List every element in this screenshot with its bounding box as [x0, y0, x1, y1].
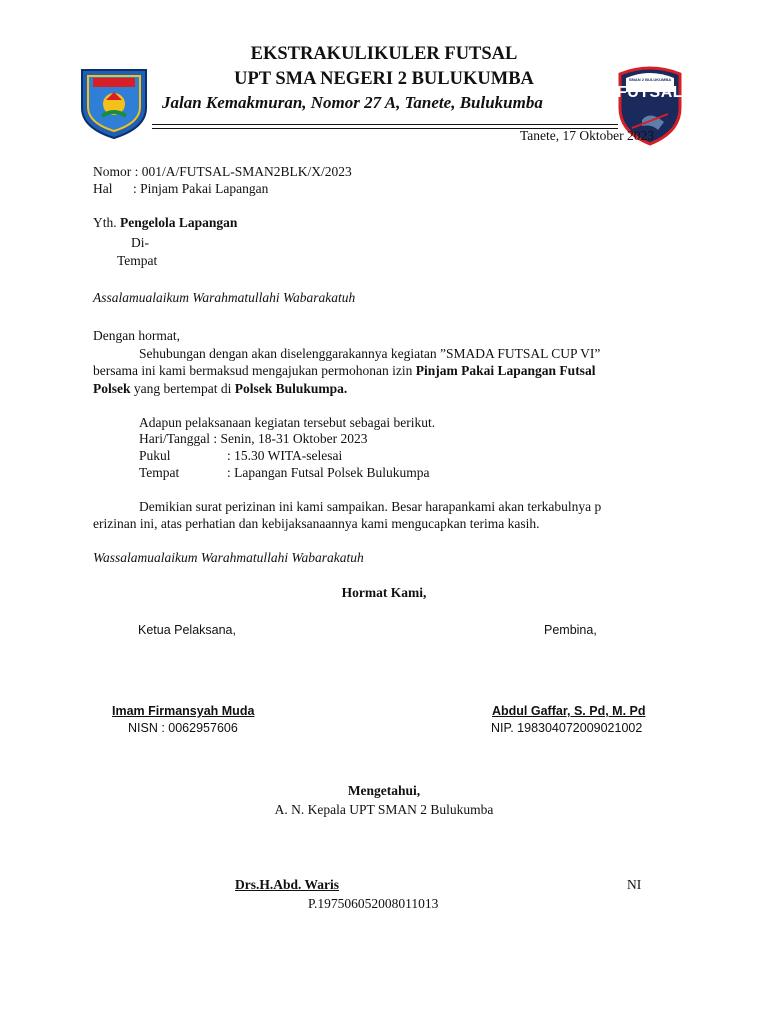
- detail-pukul-value: : 15.30 WITA-selesai: [227, 448, 343, 463]
- futsal-logo-subtext: SMAN 2 BULUKUMBA: [628, 77, 672, 82]
- letter-subject: [93, 181, 268, 197]
- detail-tempat: [139, 465, 429, 481]
- recipient-prefix: Yth.: [93, 215, 120, 230]
- signer-left-name: Imam Firmansyah Muda: [112, 704, 255, 718]
- body-p1-line3-bold-c: Polsek Bulukumpa.: [234, 381, 348, 396]
- body-p3-line1: Demikian surat perizinan ini kami sampaikan. Besar harapankami akan terkabulnya p: [139, 499, 602, 514]
- body-p1-line2-text: bersama ini kami bermaksud mengajukan permohonan izin: [93, 363, 416, 378]
- bottom-signer-name: Drs.H.Abd. Waris: [235, 877, 340, 892]
- closing-greeting: Wassalamualaikum Warahmatullahi Wabarakatuh: [93, 550, 364, 565]
- mengetahui: Mengetahui,: [347, 783, 421, 798]
- bottom-signer-id: P.197506052008011013: [308, 896, 439, 911]
- detail-tempat-value: : Lapangan Futsal Polsek Bulukumpa: [227, 465, 430, 480]
- futsal-logo-text: FUTSAL: [616, 84, 684, 101]
- bottom-signer-ni: NI: [627, 877, 642, 892]
- subject-label: Hal: [93, 181, 113, 196]
- body-p3-line2: erizinan ini, atas perhatian dan kebijaksanaannya kami mengucapkan terima kasih.: [93, 516, 540, 531]
- header-address: Jalan Kemakmuran, Nomor 27 A, Tanete, Bulukumba: [162, 93, 543, 112]
- body-p1-line1: Sehubungan dengan akan diselenggarakannya kegiatan ”SMADA FUTSAL CUP VI”: [139, 346, 601, 361]
- hormat-kami: Hormat Kami,: [341, 585, 427, 600]
- signer-right-title: Pembina,: [544, 623, 597, 637]
- detail-hari-value: : Senin, 18-31 Oktober 2023: [210, 431, 368, 446]
- body-p2-intro: Adapun pelaksanaan kegiatan tersebut sebagai berikut.: [139, 415, 436, 430]
- header-rule-thick: [152, 124, 618, 125]
- signer-right-name: Abdul Gaffar, S. Pd, M. Pd: [492, 704, 646, 718]
- letter-number: Nomor : 001/A/FUTSAL-SMAN2BLK/X/2023: [93, 164, 352, 179]
- kepala-title: A. N. Kepala UPT SMAN 2 Bulukumba: [274, 802, 494, 817]
- recipient-name: Pengelola Lapangan: [120, 215, 238, 230]
- recipient-place: Tempat: [117, 253, 158, 268]
- letter-date: Tanete, 17 Oktober 2023: [520, 128, 655, 143]
- subject-value: : Pinjam Pakai Lapangan: [133, 181, 269, 196]
- detail-pukul: [139, 448, 342, 464]
- header-line-2: UPT SMA NEGERI 2 BULUKUMBA: [234, 69, 534, 89]
- salutation: Dengan hormat,: [93, 328, 180, 343]
- signer-right-id: NIP. 198304072009021002: [491, 721, 643, 735]
- body-p1-line2-bold: Pinjam Pakai Lapangan Futsal: [415, 363, 596, 378]
- header-line-1: EKSTRAKULIKULER FUTSAL: [250, 44, 518, 64]
- detail-hari: [139, 431, 368, 447]
- detail-tempat-label: Tempat: [139, 465, 180, 480]
- body-p1-line3-text: yang bertempat di: [130, 381, 235, 396]
- signer-left-title: Ketua Pelaksana,: [138, 623, 236, 637]
- recipient-di: Di-: [131, 235, 149, 250]
- body-p1-line3-bold-a: Polsek: [93, 381, 131, 396]
- body-p1-line3: [93, 381, 347, 397]
- detail-pukul-label: Pukul: [139, 448, 171, 463]
- body-p1-line2: [93, 363, 595, 379]
- recipient: [93, 215, 237, 231]
- signer-left-id: NISN : 0062957606: [128, 721, 238, 735]
- detail-hari-label: Hari/Tanggal: [139, 431, 211, 446]
- opening-greeting: Assalamualaikum Warahmatullahi Wabarakatuh: [93, 290, 356, 305]
